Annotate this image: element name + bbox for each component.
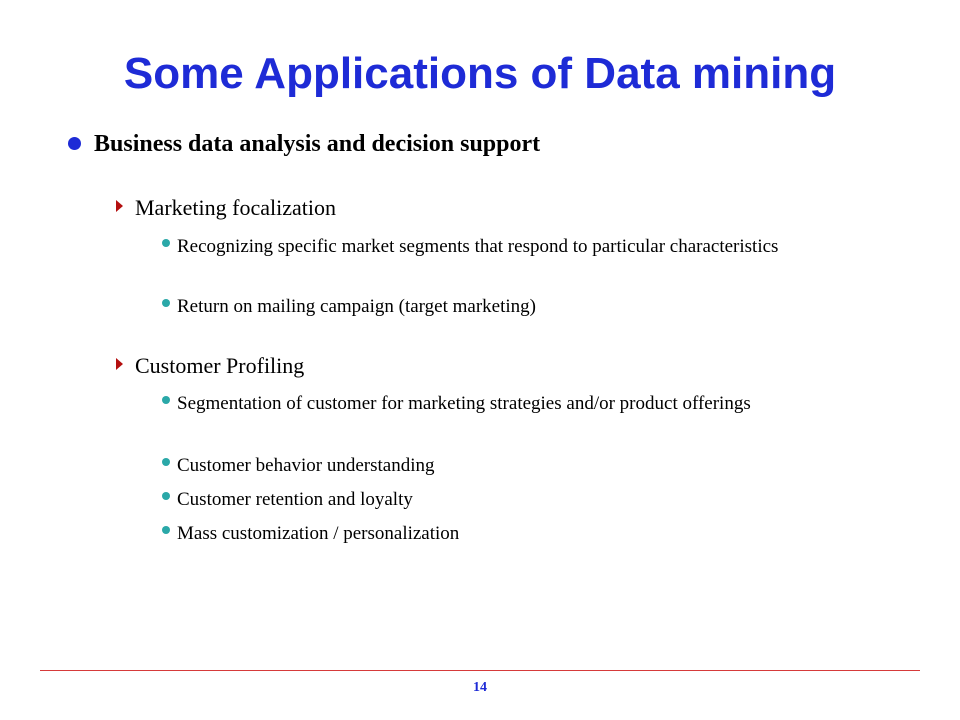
list-item-text: Mass customization / personalization xyxy=(177,523,460,544)
list-item-text: Recognizing specific market segments that respond to particular characteristics xyxy=(177,236,779,257)
dot-bullet-icon xyxy=(162,239,170,247)
dot-bullet-icon xyxy=(162,458,170,466)
triangle-bullet-icon xyxy=(116,200,123,212)
page-number: 14 xyxy=(473,680,487,695)
round-bullet-icon xyxy=(68,137,81,150)
dot-bullet-icon xyxy=(162,492,170,500)
slide-title: Some Applications of Data mining xyxy=(123,49,837,98)
section-heading-text: Marketing focalization xyxy=(135,195,336,220)
main-point-text: Business data analysis and decision support xyxy=(94,131,541,157)
list-item-text: Return on mailing campaign (target marketing) xyxy=(177,296,536,317)
dot-bullet-icon xyxy=(162,396,170,404)
dot-bullet-icon xyxy=(162,299,170,307)
dot-bullet-icon xyxy=(162,526,170,534)
triangle-bullet-icon xyxy=(116,358,123,370)
list-item-text: Segmentation of customer for marketing strategies and/or product offerings xyxy=(177,393,751,414)
section-heading-text: Customer Profiling xyxy=(135,353,305,378)
list-item-text: Customer behavior understanding xyxy=(177,455,435,476)
footer-divider xyxy=(40,670,920,671)
list-item-text: Customer retention and loyalty xyxy=(177,489,413,510)
